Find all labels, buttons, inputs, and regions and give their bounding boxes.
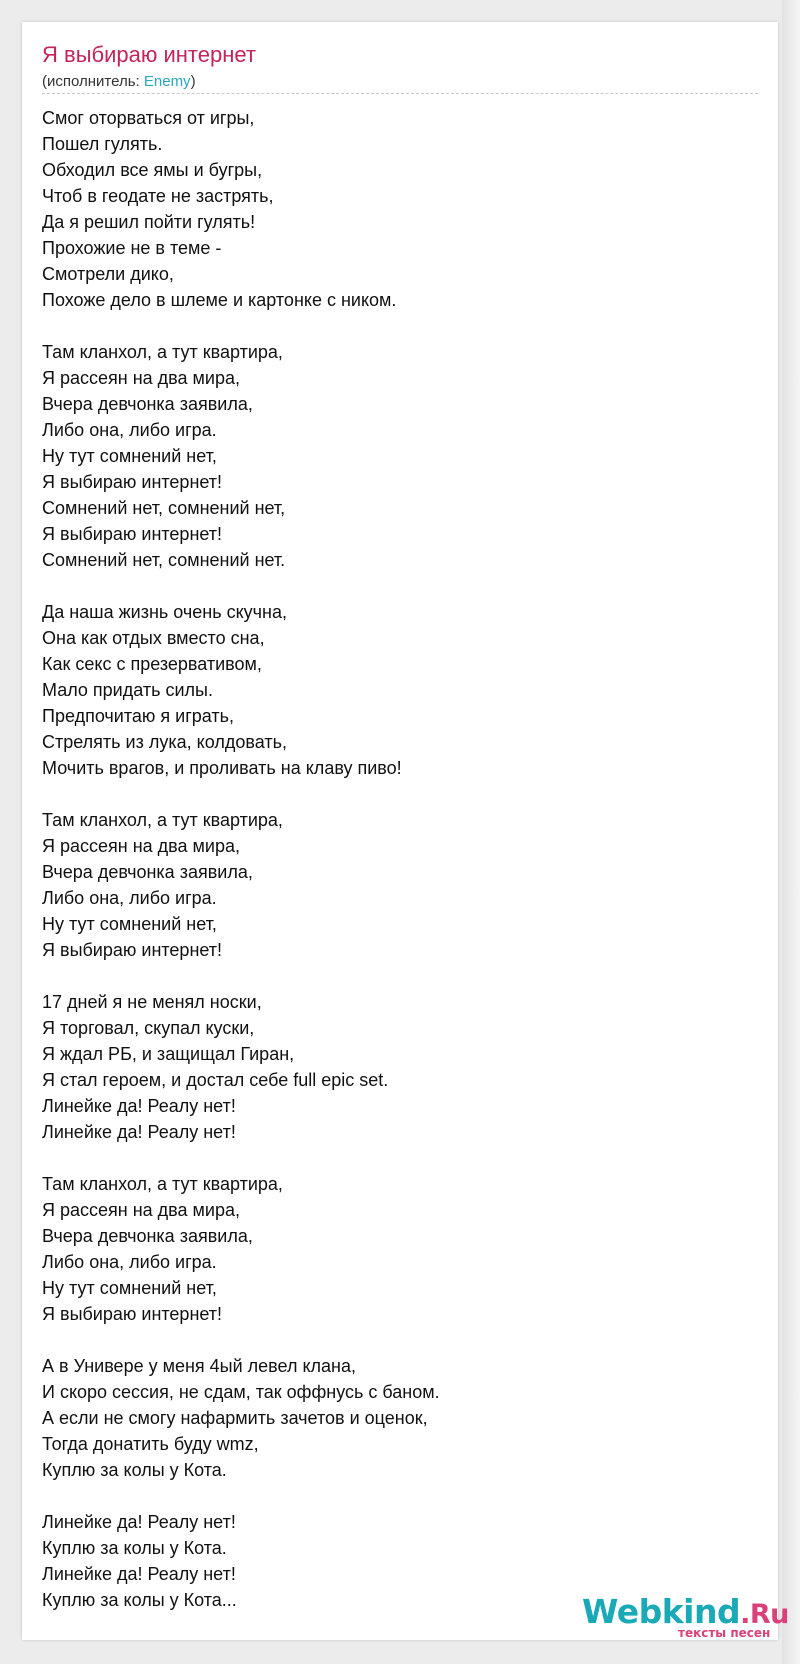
stanza-break bbox=[42, 963, 742, 989]
lyric-line: Там кланхол, а тут квартира, bbox=[42, 810, 283, 830]
artist-prefix: (исполнитель: bbox=[42, 73, 144, 90]
lyric-line: А если не смогу нафармить зачетов и оценок, bbox=[42, 1408, 428, 1428]
lyric-line: Либо она, либо игра. bbox=[42, 888, 217, 908]
lyric-line: Линейке да! Реалу нет! bbox=[42, 1122, 236, 1142]
lyric-line: Я рассеян на два мира, bbox=[42, 836, 240, 856]
lyric-line: Мало придать силы. bbox=[42, 680, 213, 700]
lyric-line: Смотрели дико, bbox=[42, 264, 174, 284]
lyric-line: Похоже дело в шлеме и картонке с ником. bbox=[42, 290, 397, 310]
lyric-line: Сомнений нет, сомнений нет. bbox=[42, 550, 286, 570]
lyric-line: Я выбираю интернет! bbox=[42, 524, 223, 544]
lyric-line: Стрелять из лука, колдовать, bbox=[42, 732, 287, 752]
lyric-line: Сомнений нет, сомнений нет, bbox=[42, 498, 286, 518]
lyric-line: Предпочитаю я играть, bbox=[42, 706, 235, 726]
lyric-line: Там кланхол, а тут квартира, bbox=[42, 1174, 283, 1194]
lyric-line: Как секс с презервативом, bbox=[42, 654, 262, 674]
lyric-line: Куплю за колы у Кота. bbox=[42, 1538, 227, 1558]
lyric-line: Я рассеян на два мира, bbox=[42, 1200, 240, 1220]
lyric-line: Я рассеян на два мира, bbox=[42, 368, 240, 388]
logo-ru-text: .Ru bbox=[740, 1599, 789, 1630]
stanza-break bbox=[42, 1327, 742, 1353]
lyric-line: Я ждал РБ, и защищал Гиран, bbox=[42, 1044, 295, 1064]
lyric-line: Ну тут сомнений нет, bbox=[42, 446, 217, 466]
lyric-line: Там кланхол, а тут квартира, bbox=[42, 342, 283, 362]
lyric-line: Ну тут сомнений нет, bbox=[42, 914, 217, 934]
lyric-line: Линейке да! Реалу нет! bbox=[42, 1512, 236, 1532]
logo-tagline: тексты песен bbox=[678, 1626, 771, 1640]
page-edge-shadow bbox=[782, 0, 800, 1664]
lyric-line: Пошел гулять. bbox=[42, 134, 163, 154]
artist-link[interactable]: Enemy bbox=[143, 73, 191, 90]
lyric-line: Тогда донатить буду wmz, bbox=[42, 1434, 259, 1454]
lyric-line: Вчера девчонка заявила, bbox=[42, 394, 253, 414]
lyric-line: Мочить врагов, и проливать на клаву пиво! bbox=[42, 758, 402, 778]
lyric-line: И скоро сессия, не сдам, так оффнусь с баном. bbox=[42, 1382, 440, 1402]
lyric-line: 17 дней я не менял носки, bbox=[42, 992, 262, 1012]
lyric-line: Да я решил пойти гулять! bbox=[42, 212, 256, 232]
lyric-line: Либо она, либо игра. bbox=[42, 1252, 217, 1272]
stanza-break bbox=[42, 1483, 742, 1509]
stanza-break bbox=[42, 573, 742, 599]
stanza-break bbox=[42, 313, 742, 339]
lyric-line: Я стал героем, и достал себе full epic set. bbox=[42, 1070, 389, 1090]
lyric-line: Куплю за колы у Кота... bbox=[42, 1590, 237, 1610]
lyric-line: Либо она, либо игра. bbox=[42, 420, 217, 440]
lyric-line: Куплю за колы у Кота. bbox=[42, 1460, 227, 1480]
lyric-line: Да наша жизнь очень скучна, bbox=[42, 602, 288, 622]
lyric-line: Вчера девчонка заявила, bbox=[42, 1226, 253, 1246]
lyric-line: Линейке да! Реалу нет! bbox=[42, 1564, 236, 1584]
song-title: Я выбираю интернет bbox=[42, 42, 256, 67]
lyric-line: Она как отдых вместо сна, bbox=[42, 628, 265, 648]
artist-suffix: ) bbox=[190, 73, 196, 90]
webkind-logo[interactable] bbox=[580, 1592, 789, 1642]
lyric-line: Я выбираю интернет! bbox=[42, 472, 223, 492]
stanza-break bbox=[42, 1145, 742, 1171]
lyric-line: Чтоб в геодате не застрять, bbox=[42, 186, 274, 206]
lyrics-text bbox=[42, 105, 742, 1613]
stanza-break bbox=[42, 781, 742, 807]
lyric-line: Я выбираю интернет! bbox=[42, 940, 223, 960]
lyric-line: Прохожие не в теме - bbox=[42, 238, 222, 258]
lyric-line: А в Универе у меня 4ый левел клана, bbox=[42, 1356, 356, 1376]
lyric-line: Ну тут сомнений нет, bbox=[42, 1278, 217, 1298]
lyric-line: Я торговал, скупал куски, bbox=[42, 1018, 255, 1038]
artist-line bbox=[42, 72, 196, 92]
lyric-line: Линейке да! Реалу нет! bbox=[42, 1096, 236, 1116]
lyric-line: Обходил все ямы и бугры, bbox=[42, 160, 263, 180]
lyric-line: Смог оторваться от игры, bbox=[42, 108, 255, 128]
lyric-line: Я выбираю интернет! bbox=[42, 1304, 223, 1324]
logo-web-text: Webkind bbox=[582, 1592, 741, 1631]
header-divider bbox=[42, 93, 758, 94]
lyric-line: Вчера девчонка заявила, bbox=[42, 862, 253, 882]
